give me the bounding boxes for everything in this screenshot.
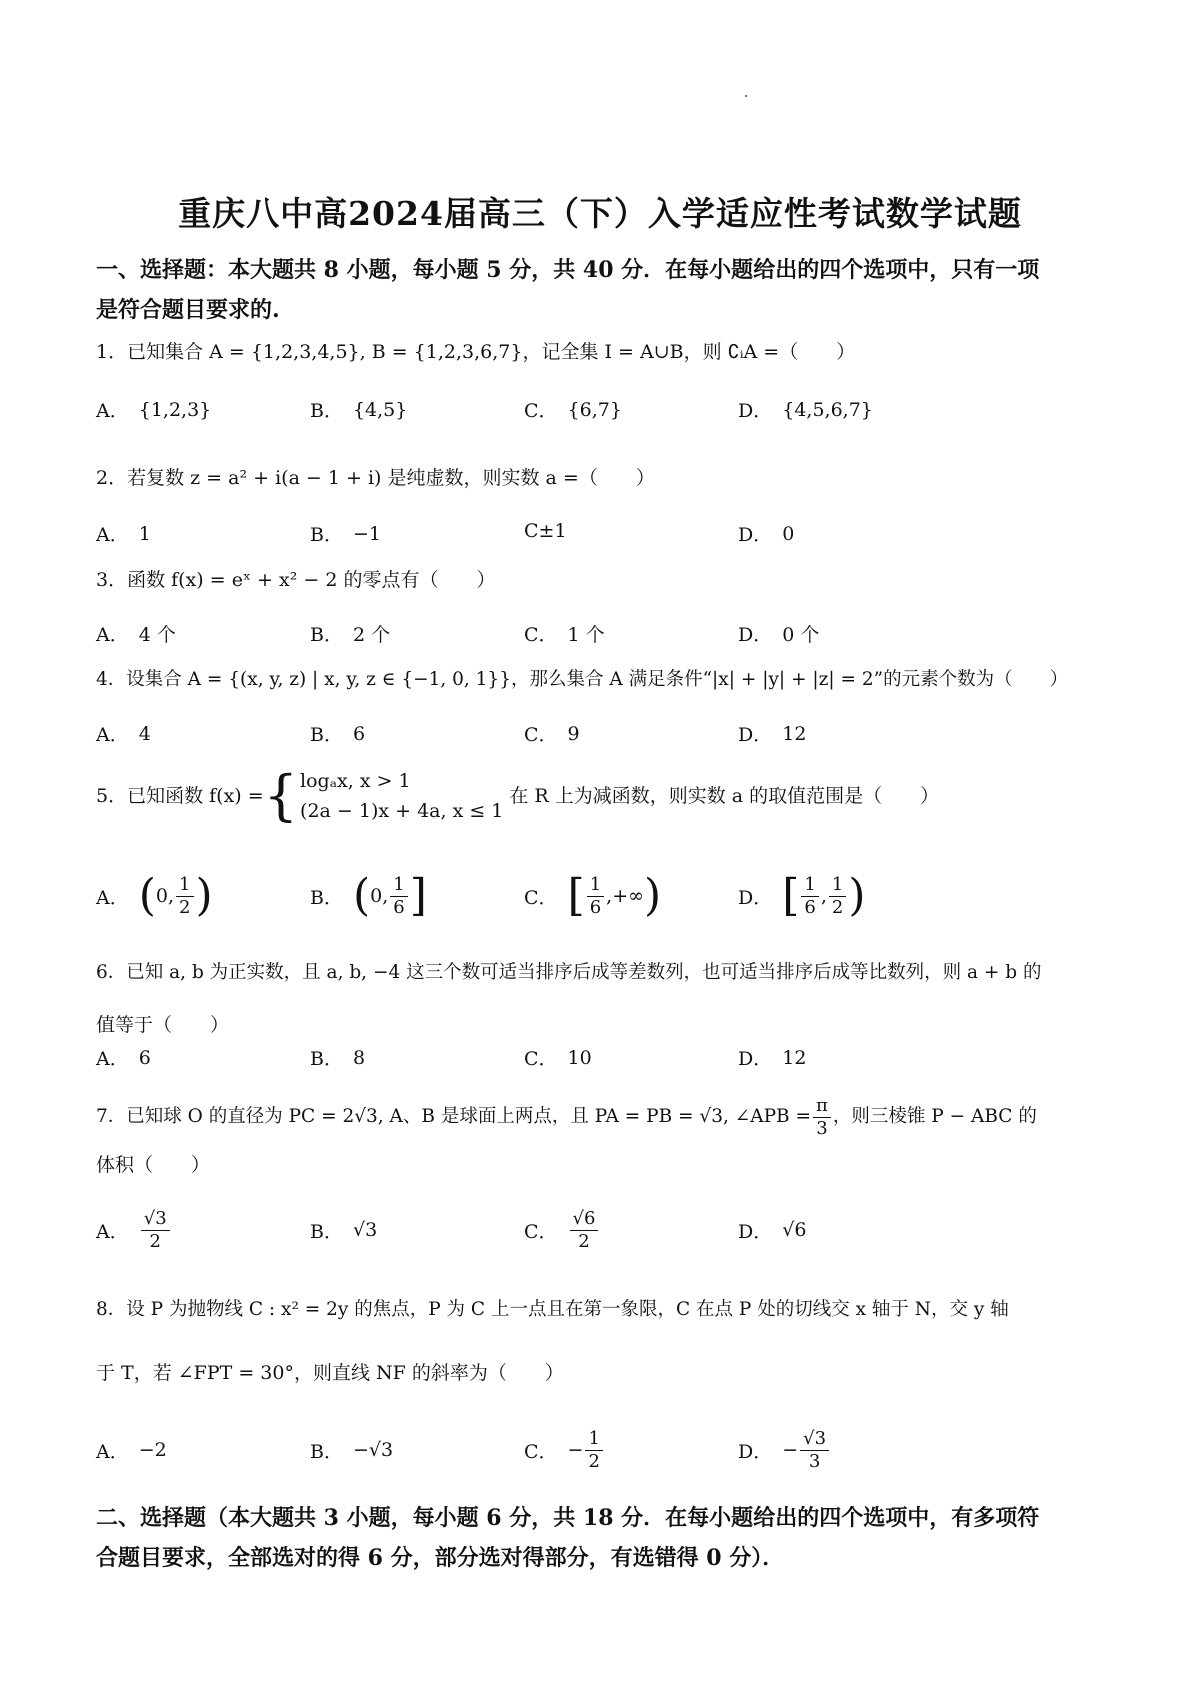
option-d: D． − $\frac{√3}{3}$ [738,1420,831,1480]
scan-speck [745,95,747,97]
option-d: D． {4,5,6,7} [738,398,873,422]
question-7-line-1: 7．已知球 O 的直径为 PC = 2√3, A、B 是球面上两点，且 PA = PB = √3, ∠APB = $\frac{\pi}{3}$ ，则三棱锥 P − ABC 的 [96,1094,1037,1139]
option-b: B． {4,5} [310,398,408,422]
option-c: C． − $\frac{1}{2}$ [524,1420,605,1480]
option-d: D． 12 [738,722,807,746]
option-c: C． [ $\frac{1}{6}$ ,+∞ ) [524,870,662,921]
piecewise-brace: { [263,764,299,827]
question-6-line-2: 值等于（ ） [96,1014,230,1036]
question-8-line-1: 8．设 P 为抛物线 C : x² = 2y 的焦点，P 为 C 上一点且在第一象限，C 在点 P 处的切线交 x 轴于 N，交 y 轴 [96,1299,1009,1320]
question-8-options [96,1420,1136,1480]
question-7-line-2: 体积（ ） [96,1154,211,1176]
option-c: C． 10 [524,1046,592,1070]
question-2-options [96,520,1136,560]
option-b: B． ( 0, $\frac{1}{6}$ ] [310,870,427,921]
question-7-options [96,1200,1136,1260]
option-a: A． 6 [96,1046,151,1070]
option-a: A． $\frac{√3}{2}$ [96,1200,172,1260]
question-3-options [96,620,1136,660]
option-d: D． √6 [738,1219,807,1243]
option-a: A． ( 0, $\frac{1}{2}$ ) [96,870,213,921]
question-5 [96,763,1136,829]
option-a: A． 4 个 [96,624,176,646]
question-8-line-2: 于 T，若 ∠FPT = 30°，则直线 NF 的斜率为（ ） [96,1362,564,1384]
option-c: C． $\frac{√6}{2}$ [524,1200,600,1260]
option-c: C． 1 个 [524,624,605,646]
option-c: C ±1 [524,520,567,542]
piecewise-cases [300,766,503,826]
piece-2: (2a − 1)x + 4a, x ≤ 1 [300,800,504,822]
question-5-options [96,866,1136,926]
option-a: A． 4 [96,722,151,746]
option-a: A． 1 [96,522,151,546]
question-1: 1．已知集合 A = {1,2,3,4,5}, B = {1,2,3,6,7}，记全集 I = A∪B，则 ∁ᵢA =（ ） [96,341,856,363]
option-b: B． 8 [310,1046,366,1070]
exam-title: 重庆八中高2024届高三（下）入学适应性考试数学试题 [178,194,1022,233]
option-b: B． √3 [310,1219,378,1243]
piece-1: logₐx, x > 1 [300,770,411,792]
section-1-line-2: 是符合题目要求的. [96,297,280,323]
question-5-suffix: 在 R 上为减函数，则实数 a 的取值范围是（ ） [509,785,940,807]
section-1-instructions [96,250,1126,330]
option-b: B． −1 [310,522,381,546]
option-a: A． −2 [96,1439,167,1463]
angle-fraction: $\frac{\pi}{3}$ [813,1095,831,1140]
option-d: D． [ $\frac{1}{6}$ , $\frac{1}{2}$ ) [738,870,866,921]
question-1-options [96,396,1136,436]
question-3: 3．函数 f(x) = eˣ + x² − 2 的零点有（ ） [96,569,496,591]
question-6-line-1: 6．已知 a, b 为正实数，且 a, b, −4 这三个数可适当排序后成等差数列，也可适当排序后成等比数列，则 a + b 的 [96,962,1042,983]
section-2-line-2: 合题目要求，全部选对的得 6 分，部分选对得部分，有选错得 0 分）． [96,1545,785,1571]
question-4: 4．设集合 A = {(x, y, z) | x, y, z ∈ {−1, 0, 1}}，那么集合 A 满足条件“|x| + |y| + |z| = 2”的元素个数为（ ） [96,669,1069,690]
option-c: C． 9 [524,722,580,746]
option-d: D． 12 [738,1046,807,1070]
section-1-line-1: 一、选择题：本大题共 8 小题，每小题 5 分，共 40 分．在每小题给出的四个选项中，只有一项 [96,257,1040,283]
option-d: D． 0 [738,522,795,546]
option-a: A． {1,2,3} [96,398,212,422]
question-4-options [96,720,1136,760]
question-5-prefix: 5．已知函数 f(x) = [96,785,264,807]
option-d: D． 0 个 [738,624,820,646]
option-c: C． {6,7} [524,398,622,422]
section-2-line-1: 二、选择题（本大题共 3 小题，每小题 6 分，共 18 分．在每小题给出的四个选项中，有多项符 [96,1505,1040,1531]
option-b: B． −√3 [310,1439,394,1463]
option-b: B． 6 [310,722,366,746]
option-b: B． 2 个 [310,624,391,646]
section-2-instructions [96,1498,1126,1578]
question-2: 2．若复数 z = a² + i(a − 1 + i) 是纯虚数，则实数 a =（ ） [96,467,655,489]
question-6-options [96,1044,1136,1084]
